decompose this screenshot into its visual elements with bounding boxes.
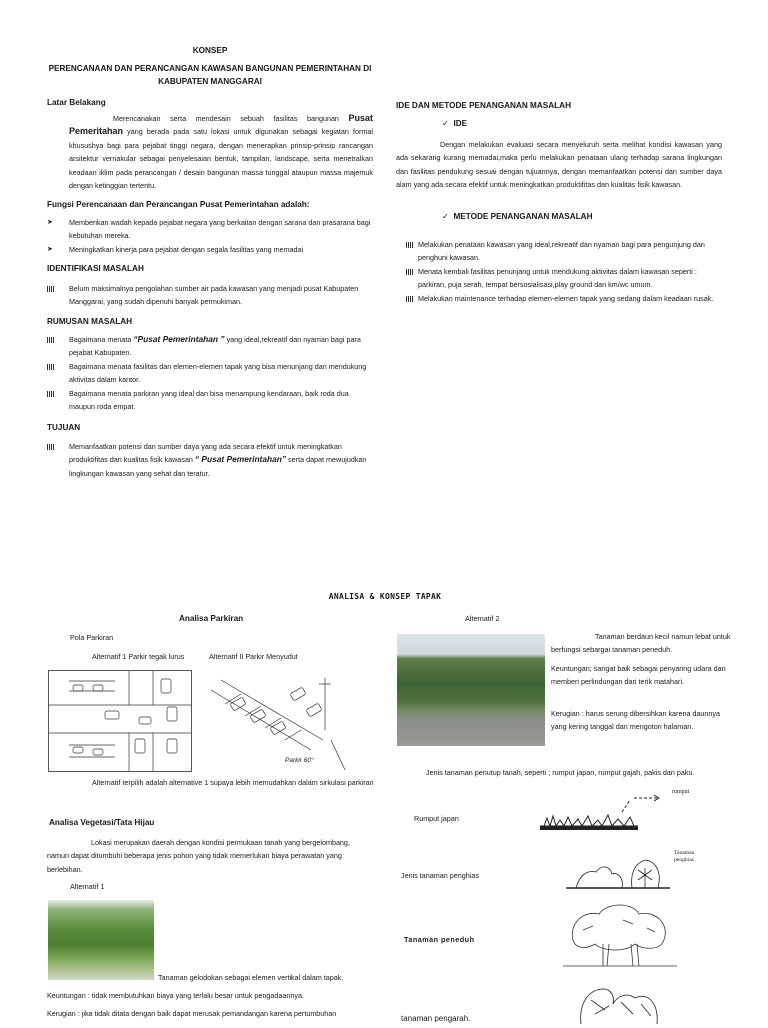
parking-perpendicular-drawing — [49, 671, 191, 771]
square-bullet-icon — [47, 391, 55, 397]
rumput-sketch — [538, 786, 688, 834]
kerugian2-text: Kerugian : harus serung dibersihkan karena daunnya yang kering tanggal dan mengotori halaman. — [551, 709, 721, 732]
shade-trees-photo — [397, 634, 545, 746]
tujuan-list — [47, 440, 373, 480]
metode-label-row — [442, 210, 592, 223]
gelodokan-text: Tanaman gelodokan sebagai elemen vertikal dalam tapak. — [158, 973, 344, 982]
penghias-sketch — [566, 850, 670, 892]
tujuan-heading: TUJUAN — [47, 423, 81, 432]
check-icon: ✓ — [442, 212, 449, 221]
keuntungan1-text: Keuntungan : tidak membutuhkan biaya yang terlalu besar untuk pengadaannya. — [47, 991, 304, 1000]
doc-subtitle-line2: KABUPATEN MANGGARAI — [158, 77, 262, 86]
latar-paragraph — [69, 112, 373, 192]
alt2-veg-label: Alternatif 2 — [465, 614, 500, 623]
list-item — [47, 282, 373, 309]
ide-paragraph: Dengan melakukan evaluasi secara menyeluruh serta melihat kondisi kawasan yang ada sekarang kurang memadai,maka perlu melakukan penataan ulang terhadap sarana lingkungan dan fasilitas pendukung sesuai dengan tujuannya, dengan memanfaatkan potensi dan sumber daya alam yang ada secara efektif untuk meningkatkan produktifitas dan kualitas fisik kawasan. — [396, 140, 722, 190]
list-item — [406, 265, 722, 292]
pengarah-sketch — [575, 980, 665, 1024]
rumusan-heading: RUMUSAN MASALAH — [47, 317, 133, 326]
directional-plant-drawing — [575, 980, 665, 1024]
parkir-menyudut-sketch — [211, 670, 347, 772]
tanaman-penghias-caption — [674, 850, 694, 864]
metode-label: METODE PENANGANAN MASALAH — [453, 212, 593, 221]
alt1-veg-label: Alternatif 1 — [70, 882, 105, 891]
check-icon: ✓ — [442, 119, 449, 128]
latar-text-rest: yang berada pada satu lokasi untuk digunakan sebagai kegiatan formal khusushya bagi para pejabat tinggi negara, dengan menerapkan prinsip-prinsip rancangan arsitektur vernakular sebagai penyelesaian bentuk, tampilan, landscape, serta menetralkan keadaan iklim pada perancangan / desain bangunan massa tunggal ataupun massa majemuk dengan ketinggian tertentu. — [69, 127, 373, 191]
latar-heading: Latar Belakang — [47, 98, 106, 107]
rumusan-item-0-rest: yang ideal,rekreatif dan nyaman bagi para pejabat Kabupaten. — [69, 335, 361, 358]
list-item — [406, 238, 722, 265]
fungsi-list — [47, 216, 373, 256]
square-bullet-icon — [406, 296, 414, 302]
tujuan-text-pre: Memanfaatkan potensi dan sumber daya yang ada secara efektif untuk meningkatkan produktifitas dan kualitas fisik kawasan — [69, 442, 342, 465]
rumusan-item-2: Bagaimana menata parkiran yang ideal dan bisa menampung kendaraan, baik roda dua maupun roda empat. — [69, 388, 349, 412]
square-bullet-icon — [406, 269, 414, 275]
rumput-label: rumput — [672, 789, 690, 795]
tapak-title: ANALISA & KONSEP TAPAK — [328, 592, 442, 601]
willow-trees-photo — [48, 900, 154, 980]
list-item — [47, 333, 373, 360]
rumusan-list — [47, 333, 373, 413]
ide-label: IDE — [453, 119, 468, 128]
rumput-japan-label: Rumput japan — [414, 814, 459, 823]
metode-item-1: Menata kembali fasilitas penunjang untuk mendukung aktivitas dalam kawasan seperti : parkiran, puja serah, tempat bersosialisasi,play ground dan km/wc umum. — [418, 266, 697, 290]
list-item — [47, 360, 373, 387]
list-item — [47, 387, 373, 414]
peneduh-sketch — [563, 900, 677, 970]
rumusan-item-0-em: “Pusat Pemerintahan ” — [133, 334, 225, 344]
berdaun-text: Tanaman berdaun kecil namun lebat untuk berfungsi sebargai tanaman peneduh. — [551, 632, 731, 655]
list-item — [47, 440, 373, 480]
penutup-text: Jenis tanaman penutup tanah, seperti ; rumput japan, rumput gajah, pakis dan paku. — [426, 768, 695, 777]
fungsi-item-0: Memberikan wadah kepada pejabat negara yang berkaitan dengan sarana dan prasarana bagi kebutuhan mereka. — [69, 218, 371, 241]
alt-chosen-text: Alternatif terpilih adalah alternative 1 supaya lebih memudahkan dalam sirkulasi parkiran — [92, 778, 374, 787]
rumusan-item-0-pre: Bagaimana menata — [69, 335, 134, 344]
arrow-bullet-icon: ➤ — [47, 245, 53, 253]
metode-item-2: Melakukan maintenance terhadap elemen-elemen tapak yang sedang dalam keadaan rusak. — [418, 293, 714, 303]
square-bullet-icon — [47, 444, 55, 450]
veg-heading: Analisa Vegetasi/Tata Hijau — [49, 818, 155, 827]
grass-drawing — [538, 786, 688, 834]
alt2-parkir-label: Alternatif II Parkir Menyudut — [209, 652, 298, 661]
fungsi-heading: Fungsi Perencanaan dan Perancangan Pusat Pemerintahan adalah: — [47, 200, 310, 209]
ide-metode-heading: IDE DAN METODE PENANGANAN MASALAH — [396, 101, 571, 110]
arrow-bullet-icon: ➤ — [47, 219, 53, 226]
doc-subtitle-line1: PERENCANAAN DAN PERANCANGAN KAWASAN BANGUNAN PEMERINTAHAN DI — [48, 64, 372, 73]
alt1-parkir-label: Alternatif 1 Parkir tegak lurus — [92, 652, 185, 661]
ide-label-row — [442, 117, 467, 130]
square-bullet-icon — [47, 337, 55, 343]
veg-paragraph: Lokasi merupakan daerah dengan kondisi permukaan tanah yang bergelombang, namun dapat ditumbuhi beberapa jenis pohon yang tidak memerlukan biaya perawatan yang berlebihan. — [47, 838, 350, 874]
list-item — [406, 292, 722, 305]
penghias-label: Jenis tanaman penghias — [401, 871, 479, 880]
parking-angled-drawing — [211, 670, 347, 772]
identifikasi-heading: IDENTIFIKASI MASALAH — [47, 264, 144, 273]
ornamental-plant-drawing — [566, 850, 670, 892]
peneduh-label: Tanaman peneduh — [404, 935, 475, 944]
square-bullet-icon — [47, 286, 55, 292]
pola-parkiran: Pola Parkiran — [70, 633, 114, 642]
parkir-tegak-lurus-sketch — [48, 670, 192, 772]
list-item — [47, 243, 373, 256]
parkir-heading: Analisa Parkiran — [179, 614, 244, 623]
tujuan-text-em: “ Pusat Pemerintahan” — [194, 454, 287, 465]
identifikasi-item-0: Belum maksimalnya pengolahan sumber air pada kawasan yang menjadi pusat Kabupaten Manggarai, yang sudah dipenuhi banyak permukiman. — [69, 284, 359, 307]
doc-subtitle — [40, 62, 380, 88]
pengarah-label: tanaman pengarah. — [401, 1014, 471, 1023]
shade-tree-drawing — [563, 900, 677, 970]
list-item — [47, 216, 373, 243]
kerugian1-text: Kerugian : jika tidak ditata dengan baik dapat merusak pemandangan karena pertumbuhan — [47, 1009, 337, 1018]
parkir-60-label: Parkir 60° — [285, 757, 314, 764]
identifikasi-list — [47, 282, 373, 309]
metode-item-0: Melakukan penataan kawasan yang ideal,rekreatif dan nyaman bagi para pengunjung dan penghuni kawasan. — [418, 240, 705, 263]
tanaman-penghias-caption-1: Tanaman — [674, 850, 695, 856]
doc-title: KONSEP — [192, 46, 228, 55]
square-bullet-icon — [406, 242, 414, 248]
fungsi-item-1: Meningkatkan kinerja para pejabat dengan segala fasilitas yang memadai — [69, 244, 304, 254]
metode-list — [406, 238, 722, 305]
tujuan-text-rest: serta dapat mewujudkan lingkungan kawasan yang sehat dan teratur. — [69, 455, 367, 478]
latar-text-pre: Merencanakan serta mendesain sebuah fasilitas bangunan — [113, 114, 349, 123]
rumusan-item-1: Bagaimana menata fasilitas dan elemen-elemen tapak yang bisa menunjang dan mendukung aktivitas dalam kantor. — [69, 361, 367, 385]
keuntungan2-text: Keuntungan; sangat baik sebagai penyaring udara dan memberi perlindungan dari terik matahari. — [551, 664, 726, 687]
latar-text-em: Pusat Pemeritahan — [69, 113, 373, 137]
square-bullet-icon — [47, 364, 55, 370]
tanaman-penghias-caption-2: penghias — [674, 857, 694, 863]
